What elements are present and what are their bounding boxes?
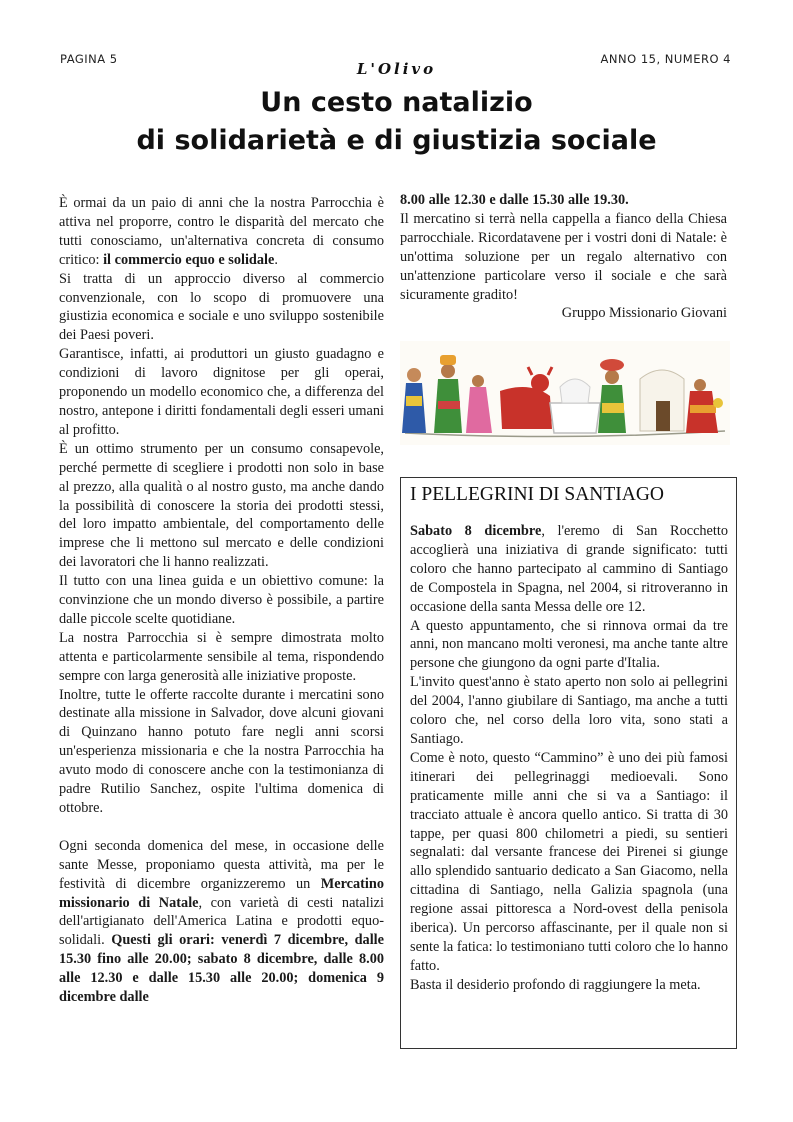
santiago-article-box bbox=[400, 477, 737, 1049]
article-title-line-2: di solidarietà e di giustizia sociale bbox=[136, 125, 657, 156]
santiago-article-body bbox=[410, 522, 728, 995]
paragraph: Il mercatino si terrà nella cappella a fianco della Chiesa parrocchiale. Ricordatavene per i vostri doni di Natale: è un'ottima soluzione per un regalo alternativo con un'attenzione particolare verso il sociale e che sarà sicuramente gradito! bbox=[400, 210, 727, 303]
paragraph: La nostra Parrocchia si è sempre dimostrata molto attenta e particolarmente sensibile al tema, rispondendo sempre con larga generosità alle iniziative proposte. bbox=[59, 629, 384, 684]
paragraph: Si tratta di un approccio diverso al commercio convenzionale, con lo scopo di promuovere una giustizia economica e sociale e uno sviluppo sostenibile dei Paesi poveri. bbox=[59, 270, 384, 344]
paragraph: L'invito quest'anno è stato aperto non solo ai pellegrini del 2004, l'anno giubilare di Santiago, ma anche a tutti coloro che, nel corso della loro vita, sono stati a Santiago. bbox=[410, 674, 728, 747]
article-right-column bbox=[400, 191, 727, 323]
article-title bbox=[0, 84, 793, 160]
paragraph: Inoltre, tutte le offerte raccolte durante i mercatini sono destinate alla missione in Salvador, dove alcuni giovani di Quinzano hanno potuto fare negli anni scorsi un'esperienza missionaria e che la nostra Parrocchia ha avuto modo di conoscere anche con la testimonianza di padre Rutilio Sanchez, ospite l'ultima domenica di ottobre. bbox=[59, 686, 384, 816]
schedule-text: Questi gli orari: venerdì 7 dicembre, dalle 15.30 fino alle 20.00; sabato 8 dicembre, dalle 8.00 alle 12.30 e dalle 15.30 alle 20.00; domenica 9 dicembre dalle bbox=[59, 932, 384, 1006]
box-title: I PELLEGRINI DI SANTIAGO bbox=[410, 484, 665, 505]
paragraph: Garantisce, infatti, ai produttori un giusto guadagno e condizioni di lavoro dignitose per gli operai, proponendo un modello economico che, a differenza del nostro, antepone i diritti fondamentali degli esseri umani al profitto. bbox=[59, 346, 384, 438]
paragraph: Il tutto con una linea guida e un obiettivo comune: la convinzione che un mondo diverso è possibile, a partire dalle piccole scelte quotidiane. bbox=[59, 573, 384, 627]
paragraph: Ogni seconda domenica del mese, in occasione delle sante Messe, proponiamo questa attività, ma per le festività di dicembre organizzeremo un Mercatino missionario di Natale, con varietà di cesti natalizi dell'artigianato dell'America Latina e prodotti equo-solidali. Questi gli orari: venerdì 7 dicembre, dalle 15.30 fino alle 20.00; sabato 8 dicembre, dalle 8.00 alle 12.30 e dalle 15.30 alle 20.00; domenica 9 dicembre dalle bbox=[59, 837, 384, 1006]
paragraph: È un ottimo strumento per un consumo consapevole, perché permette di scegliere i prodotti non solo in base al prezzo, alla qualità o al nostro gusto, ma anche dando la possibilità di conoscere la storia dei prodotti stessi, del loro impatto ambientale, del comportamento delle imprese che li mettono sul mercato e delle condizioni dei lavoratori che li hanno realizzati. bbox=[59, 440, 384, 571]
issue-number: ANNO 15, NUMERO 4 bbox=[600, 52, 731, 66]
paragraph: Come è noto, questo “Cammino” è uno dei più famosi itinerari dei pellegrinaggi medioevali. Sono praticamente mille anni che si va a Santiago: il tracciato attuale è ancora quello antico. Si tratta di 30 tappe, per quasi 800 chilometri a piedi, su sentieri segnalati: dal versante francese dei Pirenei si giunge allo splendido santuario dedicato a San Giacomo, nella cittadina di Santiago, nella Galizia spagnola (una regione assai pittoresca a Nord-ovest della penisola iberica). Un percorso affascinante, per il quale non si sente la fatica: lo testimoniano tutti coloro che lo hanno fatto. bbox=[410, 749, 729, 974]
article-title-line-1: Un cesto natalizio bbox=[260, 87, 533, 118]
bold-phrase: il commercio equo e solidale bbox=[103, 251, 275, 268]
schedule-continued: 8.00 alle 12.30 e dalle 15.30 alle 19.30. bbox=[400, 192, 629, 208]
page-number: PAGINA 5 bbox=[60, 52, 118, 66]
paragraph: È ormai da un paio di anni che la nostra Parrocchia è attiva nel proporre, contro le disparità del mercato che tutti conosciamo, un'alternativa concreta di consumo critico: il commercio equo e solidale. bbox=[59, 195, 384, 268]
illustration-nativity-procession bbox=[400, 341, 730, 445]
paragraph-spacer bbox=[59, 818, 384, 837]
bold-phrase: Mercatino missionario di Natale bbox=[59, 875, 384, 911]
newsletter-masthead: L'Olivo bbox=[356, 60, 437, 78]
bold-phrase: Sabato 8 dicembre bbox=[410, 523, 542, 539]
paragraph: Sabato 8 dicembre, l'eremo di San Rocchetto accoglierà una iniziativa di grande significato: tutti coloro che hanno partecipato al cammino di Santiago de Compostela in Spagna, nel 2004, si ritroveranno in occasione della santa Messa delle ore 12. bbox=[410, 523, 728, 615]
article-signature: Gruppo Missionario Giovani bbox=[561, 305, 727, 322]
article-left-column bbox=[59, 194, 384, 1007]
paragraph: Basta il desiderio profondo di raggiungere la meta. bbox=[410, 976, 701, 993]
paragraph: A questo appuntamento, che si rinnova ormai da tre anni, non mancano molti veronesi, ma anche tante altre persone che giungono da ogni parte d'Italia. bbox=[410, 617, 728, 672]
nativity-illustration bbox=[400, 341, 730, 445]
